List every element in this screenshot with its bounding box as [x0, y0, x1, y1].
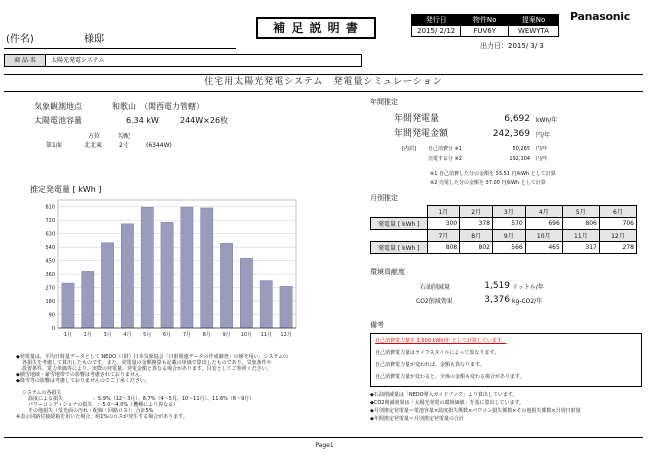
- remarks-line-3: 自己消費電力量が変われば、金額も異なります。: [375, 362, 485, 368]
- bar: [201, 208, 213, 328]
- direction-header: 方位: [88, 133, 101, 140]
- loss-title: システムの各損失: [22, 390, 62, 396]
- bar: [220, 243, 232, 328]
- meta-header: 物件No: [461, 15, 509, 26]
- table-month: 11月: [562, 230, 599, 242]
- note-line: 設置条件、電力単価等により、実際の発電量、発電金額と異なる場合があります。目安としてご参照ください。: [22, 366, 272, 372]
- monthly-table: [370, 205, 637, 254]
- x-tick-label: 1月: [63, 332, 73, 338]
- annual-note-2: ※2 売電した分の金額を 37.00 円/kWh として計算: [430, 180, 546, 186]
- breakdown-tag: [内訳]: [402, 146, 416, 152]
- remarks-title: 備考: [370, 321, 384, 329]
- meta-value: WEWYTA: [509, 26, 559, 37]
- meta-header: 発行日: [412, 15, 461, 26]
- brand-logo: Panasonic: [570, 10, 630, 23]
- annual-title: 年間推定: [370, 98, 398, 106]
- table-month: 3月: [492, 206, 525, 218]
- y-tick-label: 450: [45, 258, 55, 265]
- product-row: [4, 54, 362, 67]
- table-cell: 317: [562, 242, 599, 254]
- bar: [280, 286, 292, 328]
- note-line: ◆CO2削減効果は「太陽光発電の環境価値」を基に算出しています。: [370, 400, 525, 406]
- table-cell: 570: [492, 218, 525, 230]
- co2-unit: kg-CO2/年: [512, 298, 543, 305]
- bar: [121, 224, 133, 328]
- capacity-value: 6.34 kW: [126, 116, 159, 125]
- oil-label: 石油削減量: [420, 284, 451, 291]
- env-title: 環境貢献度: [370, 268, 405, 276]
- table-cell: 465: [525, 242, 562, 254]
- case-prefix: (件名): [6, 34, 34, 45]
- face-tilt: 2寸: [119, 142, 129, 149]
- bar: [260, 281, 272, 328]
- x-tick-label: 5月: [143, 332, 152, 338]
- x-tick-label: 2月: [83, 332, 92, 338]
- monthly-title: 月別推定: [370, 194, 398, 202]
- chart-title: 推定発電量 [ kWh ]: [30, 185, 102, 194]
- table-cell: 278: [599, 242, 636, 254]
- station-label: 気象観測地点: [34, 102, 82, 111]
- x-tick-label: 9月: [222, 332, 231, 338]
- note-line: 各損失を考慮して算出したものです。また、発電量の金額換算も記載の単価で算出したものであり、気象条件や: [22, 360, 272, 366]
- self-consume-unit: 円/年: [536, 146, 548, 152]
- notes-right: [370, 392, 642, 422]
- meta-value: 2015/ 2/12: [412, 26, 461, 37]
- face-label: 第1面: [46, 142, 62, 149]
- annual-amount-unit: 円/年: [536, 132, 551, 139]
- bar: [62, 283, 74, 328]
- annual-gen-unit: kWh/年: [536, 117, 558, 124]
- co2-label: CO2削減効果: [416, 298, 453, 305]
- table-cell: 802: [460, 242, 493, 254]
- x-tick-label: 4月: [123, 332, 132, 338]
- note-line: ◆月別推定発電量＝電池容量×温度損失係数×パワコン損失係数×その他損失係数×月別日射量: [370, 408, 581, 414]
- monthly-generation-chart: [30, 196, 302, 346]
- bar: [82, 271, 94, 328]
- y-tick-label: 270: [45, 285, 55, 292]
- note-line: ◆積雪地域・豪雪地帯での影響は考慮されておりません。: [16, 372, 146, 378]
- y-tick-label: 180: [45, 299, 55, 306]
- note-line: ◆年間推定発電量＝月別推定発電量の合計: [370, 416, 464, 422]
- bar: [141, 207, 153, 328]
- table-cell: 808: [427, 242, 460, 254]
- table-corner: [371, 230, 428, 242]
- capacity-detail: 244W×26枚: [180, 116, 229, 125]
- table-month: 2月: [460, 206, 493, 218]
- table-cell: 696: [525, 218, 562, 230]
- issue-meta-table: [411, 14, 559, 37]
- annual-gen-value: 6,692: [504, 114, 530, 124]
- page-number: Page1: [315, 442, 334, 449]
- sell-unit: 円/年: [536, 156, 548, 162]
- case-underline: [4, 48, 236, 49]
- table-cell: 806: [562, 218, 599, 230]
- table-cell: 300: [427, 218, 460, 230]
- y-tick-label: 90: [48, 312, 55, 319]
- oil-unit: リットル/年: [512, 284, 544, 291]
- y-tick-label: 630: [45, 231, 55, 238]
- annual-gen-label: 年間発電量: [394, 114, 440, 124]
- table-month: 7月: [427, 230, 460, 242]
- title-rule-top: [4, 74, 643, 75]
- loss-line: パワーコンディショナの損失 ：5.0～4.0%（機種により異なる）: [28, 402, 179, 408]
- document-title: [256, 17, 376, 39]
- remarks-line-2: 自己消費電力量はライフスタイルによって異なります。: [375, 350, 500, 356]
- y-tick-label: 360: [45, 272, 55, 279]
- tilt-header: 勾配: [118, 133, 131, 140]
- table-month: 10月: [525, 230, 562, 242]
- table-month: 6月: [599, 206, 636, 218]
- page-header: [0, 0, 649, 60]
- annual-note-1: ※1 自己消費した分の金額を 33.51 円/kWh として計算: [430, 171, 556, 177]
- station-value: 和歌山 （関西電力管轄）: [112, 102, 204, 111]
- co2-value: 3,376: [484, 295, 510, 305]
- note-line: ◆降雪等の影響は考慮しておりませんのでご了承ください。: [16, 378, 150, 384]
- remarks-line-4: 自己消費電力量が変わると、全体の金額も変わる場合があります。: [375, 374, 525, 380]
- table-cell: 378: [460, 218, 493, 230]
- notes-left: [16, 354, 356, 420]
- table-month: 4月: [525, 206, 562, 218]
- loss-line: ※表示回路付接続箱を用いた場合、約1%のロスが発生する場合があります。: [16, 414, 188, 420]
- x-tick-label: 12月: [280, 332, 292, 338]
- x-tick-label: 3月: [103, 332, 112, 338]
- sell-label: 売電する分 ※2: [428, 156, 462, 162]
- x-tick-label: 10月: [240, 332, 253, 338]
- product-value: 太陽光発電システム: [51, 57, 105, 64]
- loss-line: その他損失（受光面の汚れ・配線・回路ロス）：合計5%: [28, 408, 154, 414]
- x-tick-label: 11月: [260, 332, 272, 338]
- capacity-label: 太陽電池容量: [34, 116, 82, 125]
- table-cell: 566: [492, 242, 525, 254]
- y-tick-label: 540: [45, 245, 55, 252]
- table-row-label: 発電量 [ kWh ]: [371, 218, 428, 230]
- meta-header: 提案No: [509, 15, 559, 26]
- product-label: 商 品 名: [5, 55, 46, 66]
- y-tick-label: 810: [45, 204, 55, 211]
- document-title-text: 補 足 説 明 書: [273, 21, 359, 35]
- title-rule-bottom: [4, 91, 643, 92]
- annual-amount-value: 242,369: [492, 129, 530, 139]
- self-consume-label: 自己消費分 ※1: [428, 146, 462, 152]
- bar: [161, 222, 173, 328]
- table-month: 1月: [427, 206, 460, 218]
- table-month: 12月: [599, 230, 636, 242]
- y-tick-label: 720: [45, 218, 55, 225]
- note-line: ◆石油削減量は「NEDO導入ガイドブック」より算出しています。: [370, 392, 518, 398]
- case-name: 様邸: [84, 34, 104, 45]
- note-line: ◆発電量は、平均日射量データとして NEDO（（財）日本気象協会「日射関連データの作成調査」の値を用い、システムの: [16, 354, 289, 360]
- y-tick-label: 0: [51, 326, 55, 332]
- face-direction: 北北東: [84, 142, 103, 149]
- bar: [240, 258, 252, 328]
- face-power: (6344W): [146, 142, 172, 149]
- bar: [181, 207, 193, 328]
- loss-line: 温度による損失 ：5.9%（12～3月）、8.7%（4～5月、10～11月）、11.6%（6～9月）: [28, 396, 255, 402]
- sell-value: 192,104: [509, 156, 530, 162]
- table-month: 9月: [492, 230, 525, 242]
- remarks-line-1: 自己消費電力量を 1,500 kWh/年 として計算しています。: [375, 338, 507, 344]
- table-month: 5月: [562, 206, 599, 218]
- oil-value: 1,519: [484, 281, 510, 291]
- bar: [101, 243, 113, 328]
- footer-rule: [4, 437, 643, 438]
- table-corner: [371, 206, 428, 218]
- annual-amount-label: 年間発電金額: [394, 129, 449, 139]
- remarks-box: [370, 333, 642, 387]
- output-date: 出力日：2015/ 3/ 3: [480, 42, 544, 50]
- table-month: 8月: [460, 230, 493, 242]
- table-row-label: 発電量 [ kWh ]: [371, 242, 428, 254]
- table-cell: 706: [599, 218, 636, 230]
- x-tick-label: 7月: [182, 332, 192, 338]
- x-tick-label: 6月: [162, 332, 172, 338]
- meta-value: FUV6Y: [461, 26, 509, 37]
- main-title: 住宅用太陽光発電システム 発電量シミュレーション: [204, 77, 443, 87]
- x-tick-label: 8月: [202, 332, 211, 338]
- self-consume-value: 50,265: [512, 146, 530, 152]
